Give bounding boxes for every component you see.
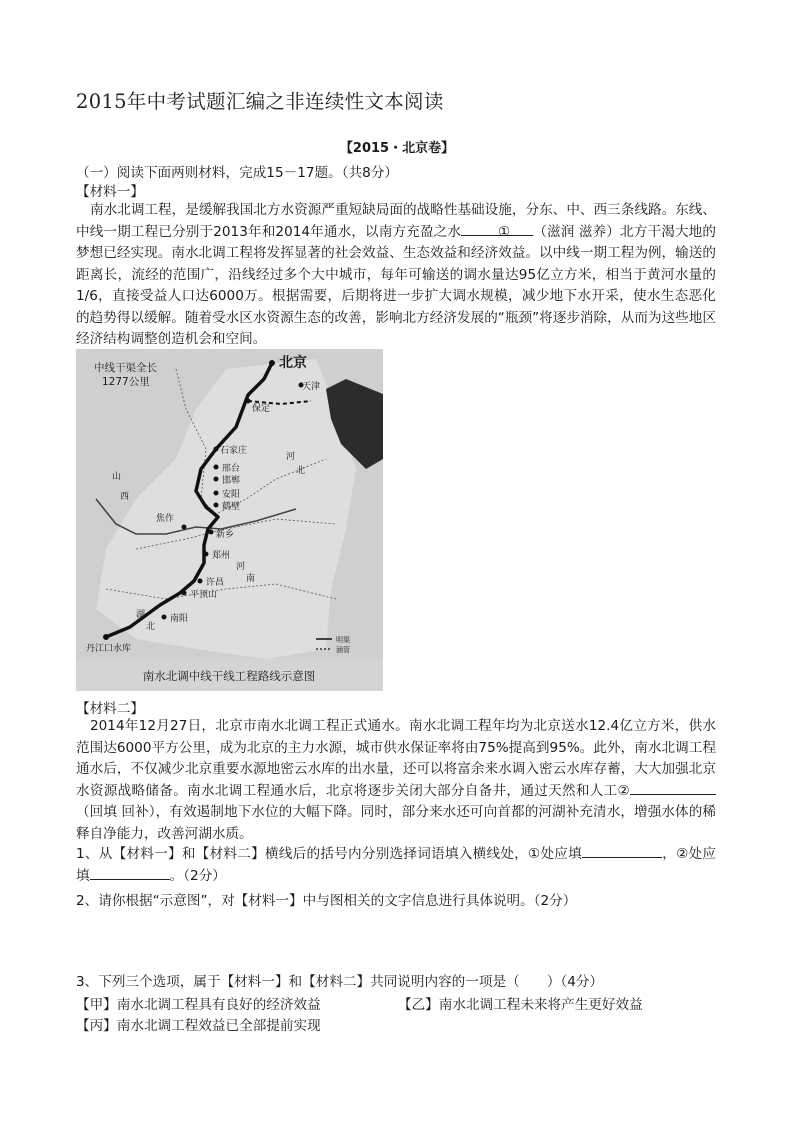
material-1-heading: 【材料一】: [76, 184, 144, 200]
map-city-xinxiang: 新乡: [216, 530, 235, 540]
map-city-xingtai: 邢台: [222, 464, 241, 474]
material-2-heading: 【材料二】: [76, 701, 144, 717]
map-length-line-1: 中线干渠全长: [94, 362, 157, 374]
answer-blank-1[interactable]: [582, 844, 662, 858]
material-1-text: [76, 200, 716, 351]
map-province-label: 湖: [136, 610, 146, 620]
map-city-beijing: 北京: [279, 355, 307, 371]
map-city-tianjin: 天津: [302, 382, 321, 392]
map-province-label: 河: [286, 452, 296, 462]
answer-blank-2[interactable]: [90, 866, 170, 880]
map-city-pingdingshan: 平顶山: [190, 590, 218, 600]
blank-2-label: ②: [617, 782, 631, 799]
blank-1-label: ①: [498, 223, 511, 240]
question-2: 2、请你根据“示意图”，对【材料一】中与图相关的文字信息进行具体说明。（2分）: [76, 893, 577, 909]
route-map-svg: [76, 349, 383, 691]
blank-2: [630, 781, 716, 795]
document-title: 2015年中考试题汇编之非连续性文本阅读: [76, 90, 444, 113]
map-city-xuchang: 许昌: [206, 578, 225, 588]
map-legend-canal: 明渠: [336, 636, 350, 644]
map-legend-pipe: 涵管: [336, 646, 350, 654]
map-city-shijiazhuang: 石家庄: [220, 446, 248, 456]
map-province-label: 南: [246, 574, 256, 584]
question-1-text-a: 1、从【材料一】和【材料二】横线后的括号内分别选择词语填入横线处，①处应填: [76, 846, 583, 862]
exam-source: 【2015・北京卷】: [339, 141, 455, 156]
map-province-label: 西: [120, 492, 130, 502]
option-b: 【乙】南水北调工程未来将产生更好效益: [398, 997, 643, 1013]
map-city-hebi: 鹤壁: [222, 502, 241, 512]
map-length-line-2: 1277公里: [102, 376, 150, 388]
material-2-text-a: 2014年12月27日，北京市南水北调工程正式通水。南水北调工程年均为北京送水12.4亿立方米，供水范围达6000平方公里，成为北京的主力水源，城市供水保证率将由75%提高到95%。此外，南水北调工程通水后，不仅减少北京重要水源地密云水库的出水量，还可以将富余来水调入密云水库存蓄，大大加强北京水资源战略储备。南水北调工程通水后，北京将逐步关闭大部分自备井，通过天然和人工: [76, 718, 716, 799]
map-city-nanyang: 南阳: [170, 614, 189, 624]
map-city-handan: 邯郸: [222, 476, 241, 486]
question-1-text-c: 。（2分）: [169, 867, 226, 884]
map-city-zhengzhou: 郑州: [212, 551, 231, 561]
material-2-text: [76, 716, 716, 845]
map-caption: 南水北调中线干线工程路线示意图: [142, 669, 316, 683]
route-map-image: [76, 349, 383, 691]
map-city-jiaozuo: 焦作: [156, 514, 175, 524]
option-c: 【丙】南水北调工程效益已全部提前实现: [76, 1018, 321, 1034]
map-province-label: 北: [146, 622, 156, 632]
instruction: （一）阅读下面两则材料，完成15－17题。（共8分）: [76, 165, 398, 181]
material-1-text-b: （滋润 滋养）北方干渴大地的梦想已经实现。南水北调工程将发挥显著的社会效益、生态效益和经济效益。以中线一期工程为例，输送的距离长，流经的范围广，沿线经过多个大中城市，每年可输送的调水量达95亿立方米，相当于黄河水量的1/6，直接受益人口达6000万。根据需要，后期将进一步扩大调水规模，减少地下水开采，使水生态恶化的趋势得以缓解。随着受水区水资源生态的改善，影响北方经济发展的“瓶颈”将逐步消除，从而为这些地区经济结构调整创造机会和空间。: [76, 223, 716, 347]
map-city-baoding: 保定: [252, 404, 271, 414]
blank-1: [461, 222, 533, 240]
map-city-anyang: 安阳: [222, 490, 241, 500]
question-1-text-b: ，②处应填: [76, 846, 716, 884]
map-reservoir-danjiangkou: 丹江口水库: [86, 644, 132, 654]
map-province-label: 河: [236, 562, 246, 572]
map-province-label: 北: [296, 466, 306, 476]
option-a: 【甲】南水北调工程具有良好的经济效益: [76, 997, 321, 1013]
question-1: [76, 844, 716, 887]
question-3: 3、下列三个选项，属于【材料一】和【材料二】共同说明内容的一项是（ ）（4分）: [76, 974, 604, 990]
map-province-label: 山: [112, 472, 122, 482]
material-2-text-b: （回填 回补），有效遏制地下水位的大幅下降。同时，部分来水还可向首都的河湖补充清水，增强水体的稀释自净能力，改善河湖水质。: [76, 804, 716, 842]
material-1-text-a: 南水北调工程，是缓解我国北方水资源严重短缺局面的战略性基础设施，分东、中、西三条线路。东线、中线一期工程已分别于2013年和2014年通水，以南方充盈之水: [76, 202, 716, 240]
